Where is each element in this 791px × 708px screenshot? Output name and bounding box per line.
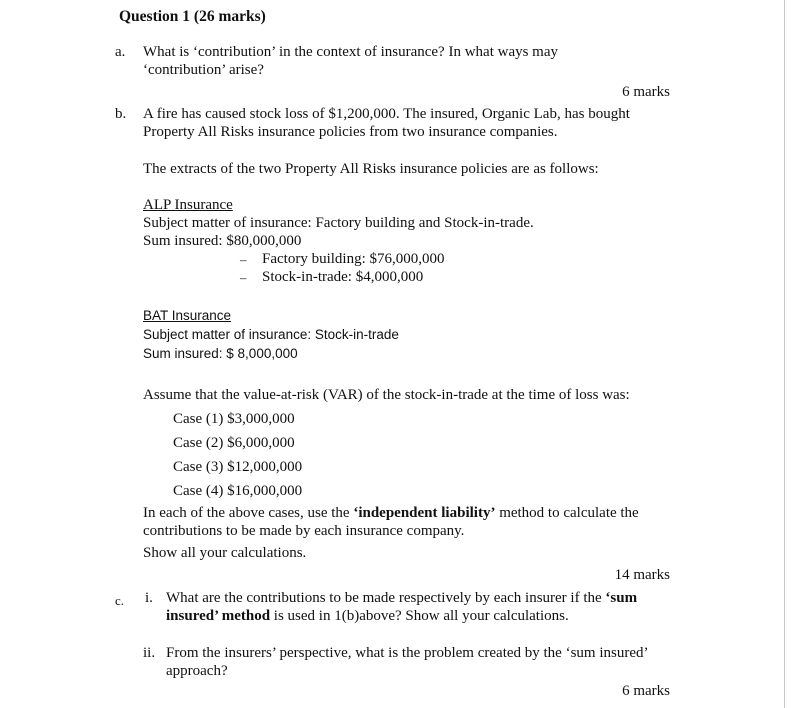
part-c-ii-marker: ii.: [143, 645, 156, 661]
bat-heading: BAT Insurance: [143, 308, 232, 323]
extracts-intro: The extracts of the two Property All Risks insurance policies are as follows:: [143, 161, 599, 177]
part-c-ii-line1: From the insurers’ perspective, what is the problem created by the ‘sum insured’: [166, 645, 649, 661]
case-4: Case (4) $16,000,000: [173, 483, 303, 499]
part-c-i-marker: i.: [145, 590, 153, 606]
alp-subject: Subject matter of insurance: Factory building and Stock-in-trade.: [143, 215, 534, 231]
case-1: Case (1) $3,000,000: [173, 411, 295, 427]
part-c-marker: c.: [115, 593, 125, 608]
part-a-marks: 6 marks: [622, 84, 670, 100]
part-c-ii-line2: approach?: [166, 663, 228, 679]
page-edge: [784, 0, 785, 708]
part-a-line2: ‘contribution’ arise?: [143, 62, 264, 78]
part-a-line1: What is ‘contribution’ in the context of insurance? In what ways may: [143, 44, 559, 60]
part-b-marker: b.: [115, 106, 127, 122]
part-c-marks: 6 marks: [622, 683, 670, 699]
instruction-line1: In each of the above cases, use the ‘independent liability’ method to calculate the: [143, 505, 639, 521]
show-calculations: Show all your calculations.: [143, 545, 307, 561]
alp-sum-insured: Sum insured: $80,000,000: [143, 233, 302, 249]
alp-item-dash: –: [240, 252, 247, 267]
part-a-marker: a.: [115, 44, 126, 60]
part-b-line2: Property All Risks insurance policies from two insurance companies.: [143, 124, 558, 140]
var-intro: Assume that the value-at-risk (VAR) of the stock-in-trade at the time of loss was:: [143, 387, 630, 403]
case-2: Case (2) $6,000,000: [173, 435, 295, 451]
part-c-i-line1: What are the contributions to be made respectively by each insurer if the ‘sum: [166, 590, 638, 606]
alp-item-dash: –: [240, 270, 247, 285]
part-b-line1: A fire has caused stock loss of $1,200,000. The insured, Organic Lab, has bought: [143, 106, 630, 122]
alp-heading: ALP Insurance: [143, 197, 233, 213]
alp-item-stock: Stock-in-trade: $4,000,000: [262, 269, 424, 285]
part-c-i-line2: insured’ method is used in 1(b)above? Show all your calculations.: [166, 608, 569, 624]
case-3: Case (3) $12,000,000: [173, 459, 303, 475]
instruction-line2: contributions to be made by each insurance company.: [143, 523, 465, 539]
bat-subject: Subject matter of insurance: Stock-in-trade: [143, 327, 399, 342]
part-b-marks: 14 marks: [614, 567, 670, 583]
question-title: Question 1 (26 marks): [119, 8, 266, 25]
bat-sum-insured: Sum insured: $ 8,000,000: [143, 346, 298, 361]
alp-item-factory: Factory building: $76,000,000: [262, 251, 445, 267]
